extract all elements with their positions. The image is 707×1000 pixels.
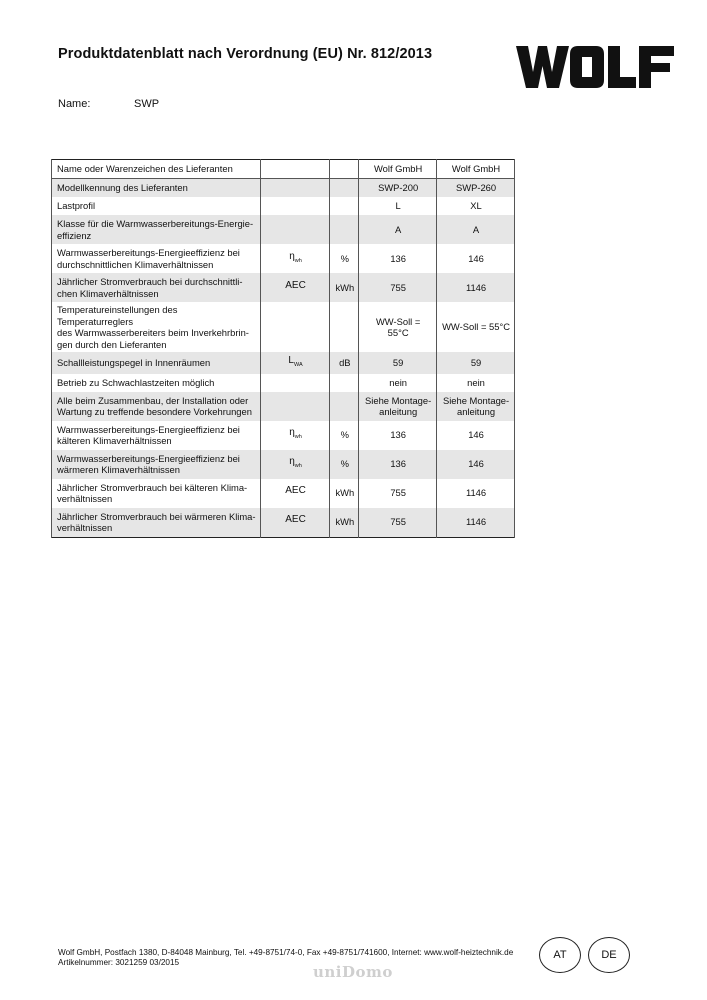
row-label-text: Warmwasserbereitungs-Energieeffizienz bei kälteren Klimaverhältnissen [57,423,240,446]
row-label-text: Schallleistungspegel in Innenräumen [57,357,211,368]
row-label-text: Jährlicher Stromverbrauch bei wärmeren Klima- verhältnissen [57,510,256,533]
row-label [52,160,261,179]
row-unit: kWh [330,479,359,508]
row-value-model-2-text: WW-Soll = 55°C [442,321,510,333]
row-label-text: Lastprofil [57,200,96,212]
row-label-text: Warmwasserbereitungs-Energieeffizienz bei wärmeren Klimaverhältnissen [57,452,240,475]
row-value-model-1-text: Siehe Montage- anleitung [365,394,432,417]
row-unit: kWh [330,273,359,302]
row-label [52,197,261,215]
row-label [52,374,261,392]
row-value-model-2-text: 1146 [465,516,487,528]
row-label [52,508,261,538]
row-symbol [260,273,330,302]
footer-article-number: Artikelnummer: 3021259 03/2015 [58,958,180,967]
row-symbol [260,421,330,450]
row-value-model-1-text: 755 [390,516,406,528]
row-symbol-text: L [288,355,294,366]
table-row [52,352,515,374]
country-badge-at: AT [539,937,581,973]
table-row [52,374,515,392]
row-symbol-subscript: WA [293,362,303,368]
row-symbol [260,392,330,421]
row-value-model-2 [437,197,515,215]
row-label-text: Klasse für die Warmwasserbereitungs-Energie- effizienz [57,218,254,241]
row-unit: % [330,450,359,479]
table-row [52,479,515,508]
row-value-model-2 [437,479,515,508]
row-value-model-2 [437,215,515,244]
table-row [52,421,515,450]
row-unit: % [330,244,359,273]
row-symbol [260,197,330,215]
row-value-model-2-text: 146 [468,429,484,441]
row-label [52,392,261,421]
table-row [52,450,515,479]
row-symbol-subscript: wh [294,257,302,264]
row-label [52,179,261,198]
row-value-model-2 [437,392,515,421]
row-symbol [260,352,330,374]
row-label [52,479,261,508]
row-unit [330,302,359,352]
row-value-model-2 [437,450,515,479]
row-label [52,302,261,352]
row-value-model-2-text: Siehe Montage- anleitung [442,394,510,417]
row-symbol [260,450,330,479]
row-unit [330,215,359,244]
row-value-model-1 [359,179,437,198]
row-value-model-1 [359,197,437,215]
name-value: SWP [134,98,160,110]
row-value-model-2 [437,352,515,374]
row-value-model-2-text: SWP-260 [455,182,497,194]
row-value-model-1 [359,374,437,392]
row-unit [330,197,359,215]
row-label-text: Temperatureinstellungen des Temperaturreglers des Warmwasserbereiters beim Inverkehrbrin- gen durch den Lieferanten [57,304,249,350]
row-symbol-text: AEC [285,514,306,526]
row-value-model-2-text: 1146 [465,281,487,293]
row-value-model-1-text: 136 [390,252,406,264]
row-label-text: Betrieb zu Schwachlastzeiten möglich [57,376,215,388]
row-value-model-2 [437,374,515,392]
row-unit: dB [330,352,359,374]
watermark: uniDomo [313,963,393,981]
row-label [52,273,261,302]
row-value-model-2 [437,273,515,302]
table-row [52,160,515,179]
row-unit: % [330,421,359,450]
name-label: Name: [58,98,91,110]
row-value-model-2 [437,421,515,450]
table-row [52,273,515,302]
row-symbol-text: η [289,456,295,468]
row-value-model-1 [359,160,437,179]
row-value-model-2 [437,244,515,273]
row-unit [330,179,359,198]
table-row [52,244,515,273]
row-symbol [260,179,330,198]
product-data-table [51,159,515,538]
row-value-model-1-text: 755 [390,281,406,293]
row-value-model-2-text: 59 [470,357,482,368]
row-symbol [260,302,330,352]
row-value-model-2 [437,160,515,179]
row-value-model-1 [359,273,437,302]
country-badge-de: DE [588,937,630,973]
row-label [52,215,261,244]
row-value-model-1 [359,450,437,479]
page-title: Produktdatenblatt nach Verordnung (EU) Nr. 812/2013 [58,46,433,62]
table-row [52,197,515,215]
row-value-model-1 [359,479,437,508]
row-symbol-text: η [289,250,295,262]
row-value-model-1-text: Wolf GmbH [374,163,423,175]
row-unit [330,160,359,179]
row-value-model-2-text: XL [470,200,482,212]
row-unit [330,392,359,421]
wolf-logo [516,44,676,90]
row-label-text: Warmwasserbereitungs-Energieeffizienz bei durchschnittlichen Klimaverhältnissen [57,247,240,270]
row-value-model-2 [437,179,515,198]
row-value-model-2 [437,302,515,352]
row-value-model-2-text: 146 [468,458,484,470]
row-label [52,352,261,374]
row-value-model-1 [359,215,437,244]
row-value-model-1 [359,392,437,421]
row-value-model-1 [359,508,437,538]
row-label-text: Modellkennung des Lieferanten [57,182,188,194]
row-label-text: Jährlicher Stromverbrauch bei durchschnittli- chen Klimaverhältnissen [57,276,243,299]
row-value-model-1 [359,244,437,273]
row-value-model-1-text: SWP-200 [378,182,419,194]
row-label-text: Name oder Warenzeichen des Lieferanten [57,163,233,175]
table-row [52,302,515,352]
row-symbol [260,479,330,508]
row-symbol [260,160,330,179]
row-value-model-1-text: 136 [390,429,406,441]
row-value-model-1-text: 755 [390,487,406,499]
row-value-model-2-text: 146 [468,252,484,264]
row-symbol-text: AEC [285,485,306,497]
row-label [52,244,261,273]
row-label [52,450,261,479]
row-symbol-subscript: wh [294,434,302,441]
row-value-model-2-text: 1146 [465,487,487,499]
row-label-text: Jährlicher Stromverbrauch bei kälteren Klima- verhältnissen [57,481,248,504]
row-value-model-1-text: 136 [390,458,406,470]
row-symbol [260,215,330,244]
row-label-text: Alle beim Zusammenbau, der Installation oder Wartung zu treffende besondere Vorkehrungen [57,394,252,417]
row-value-model-2-text: nein [467,376,485,388]
row-value-model-1 [359,352,437,374]
row-symbol [260,508,330,538]
row-label [52,421,261,450]
row-value-model-2 [437,508,515,538]
row-value-model-1-text: nein [389,376,407,388]
row-value-model-1-text: A [395,223,402,235]
row-value-model-2-text: Wolf GmbH [451,163,501,175]
row-value-model-1-text: 59 [392,357,404,368]
table-row [52,215,515,244]
footer-address: Wolf GmbH, Postfach 1380, D-84048 Mainburg, Tel. +49-8751/74-0, Fax +49-8751/741600, Internet: www.wolf-heiztechnik.de [58,948,514,957]
row-value-model-1 [359,302,437,352]
row-unit [330,374,359,392]
footer [58,948,513,968]
row-symbol [260,374,330,392]
table-row [52,179,515,198]
row-value-model-1 [359,421,437,450]
table-row [52,392,515,421]
row-symbol-subscript: wh [294,463,302,470]
row-unit: kWh [330,508,359,538]
row-value-model-1-text: WW-Soll = 55°C [375,315,421,338]
row-value-model-2-text: A [472,223,480,235]
row-symbol-text: η [289,427,295,439]
table-row [52,508,515,538]
row-symbol [260,244,330,273]
row-value-model-1-text: L [395,200,401,212]
row-symbol-text: AEC [285,279,306,291]
